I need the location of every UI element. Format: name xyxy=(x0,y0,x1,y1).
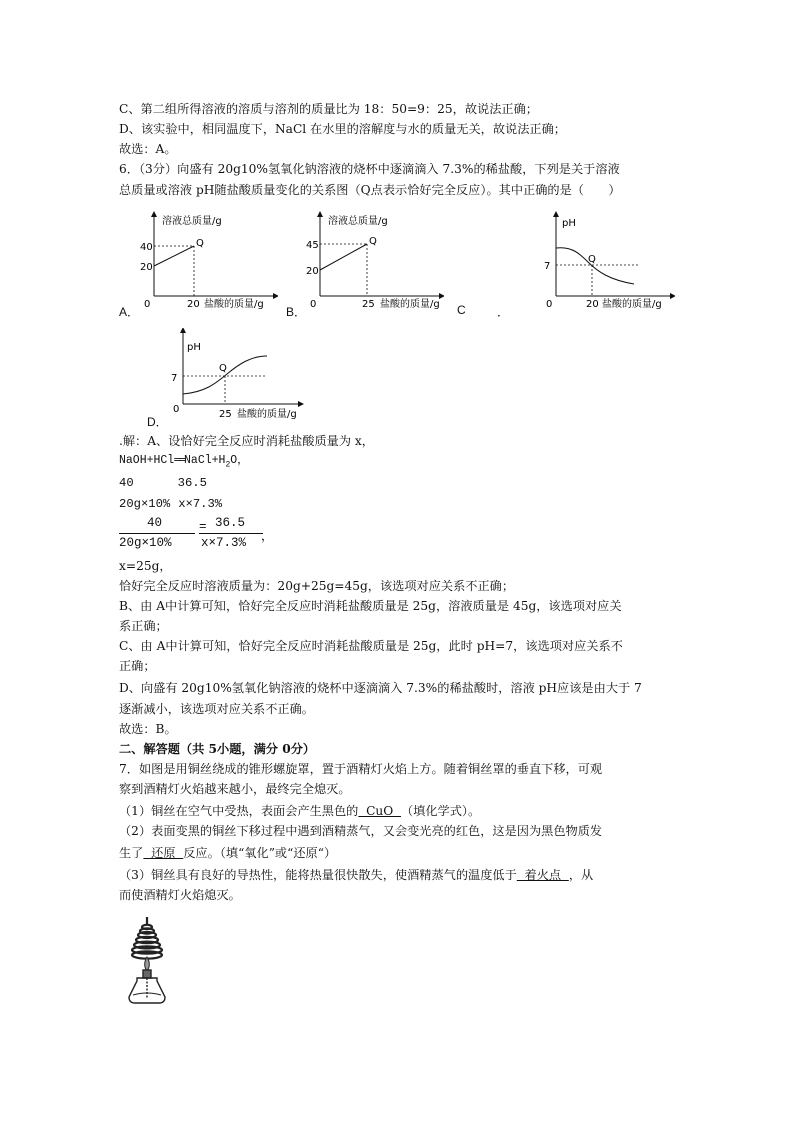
origin-label: 0 xyxy=(144,299,151,310)
question-7-part-2-line-2 xyxy=(119,845,336,861)
origin-label: 0 xyxy=(310,299,317,310)
graph-c xyxy=(530,210,675,310)
molar-masses xyxy=(119,475,207,491)
copper-coil xyxy=(132,917,162,959)
question-6-line-2: 总质量或溶液 pH随盐酸质量变化的关系图（Q点表示恰好完全反应）。其中正确的是（ ） xyxy=(119,183,621,197)
solution-b-line-1: B、由 A中计算可知，恰好完全反应时消耗盐酸质量是 25g，溶液质量是 45g，该选项对应关 xyxy=(119,599,622,613)
point-q: Q xyxy=(588,254,596,265)
x-axis-label: 盐酸的质量/g xyxy=(380,299,440,310)
y-tick-top: 40 xyxy=(140,242,153,253)
option-c-dot: ． xyxy=(497,305,510,319)
part-3-tail: ，从 xyxy=(568,868,594,882)
option-a-label: A． xyxy=(119,305,140,319)
solution-intro: .解：A、设恰好完全反应时消耗盐酸质量为 x， xyxy=(119,434,374,448)
quantity-naoh: 20g×10% xyxy=(119,497,171,511)
part-2-hint: 反应。（填“氧化”或“还原“） xyxy=(183,846,337,860)
solution-d-line-2: 逐渐减小，该选项对应关系不正确。 xyxy=(119,702,314,716)
section-2-title: 二、解答题（共 5小题，满分 0分） xyxy=(119,742,316,756)
part-2-prompt: 生了 xyxy=(119,846,144,860)
line-c-previous: C、第二组所得溶液的溶质与溶剂的质量比为 18：50=9：25，故说法正确； xyxy=(119,102,538,116)
alcohol-lamp-copper-coil-illustration xyxy=(117,915,177,1007)
x-tick: 20 xyxy=(187,299,200,310)
y-tick-start: 20 xyxy=(306,266,319,277)
fraction-comma: ， xyxy=(261,530,274,544)
answer-q6: 故选：B。 xyxy=(119,722,177,736)
x-tick: 25 xyxy=(219,409,232,420)
equation-right: NaCl+H xyxy=(184,454,226,467)
x-tick: 25 xyxy=(362,299,375,310)
point-q: Q xyxy=(196,238,204,249)
molar-mass-hcl: 36.5 xyxy=(177,476,207,490)
y-axis-label: pH xyxy=(562,218,576,229)
part-1-prompt: （1）铜丝在空气中受热，表面会产生黑色的 xyxy=(119,804,359,818)
solution-d-line-1: D、向盛有 20g10%氢氧化钠溶液的烧杯中逐滴滴入 7.3%的稀盐酸时，溶液 pH应该是由大于 7 xyxy=(119,681,642,695)
origin-label: 0 xyxy=(173,404,180,415)
data-line xyxy=(154,246,194,266)
question-7-part-3-line-1 xyxy=(119,867,593,883)
point-q: Q xyxy=(219,363,227,374)
fraction-denominator-2: x×7.3% xyxy=(201,536,247,550)
question-7-part-1 xyxy=(119,803,480,819)
solution-a-conclusion: 恰好完全反应时溶液质量为：20g+25g=45g，该选项对应关系不正确； xyxy=(119,579,515,593)
y-axis-label: 溶液总质量/g xyxy=(162,216,222,227)
quantities xyxy=(119,496,222,512)
fraction-bar-2 xyxy=(199,533,263,534)
equation-end: O， xyxy=(230,454,249,467)
fraction-denominator-1: 20g×10% xyxy=(119,536,172,550)
y-tick: 7 xyxy=(171,373,178,384)
fraction-bar-1 xyxy=(119,533,195,534)
option-c-label: C xyxy=(457,303,466,317)
part-1-answer: CuO xyxy=(358,804,401,818)
part-2-answer: 还原 xyxy=(143,846,184,860)
graph-b xyxy=(304,210,444,310)
x-axis-label: 盐酸的质量/g xyxy=(237,409,297,420)
equation-left: NaOH+HCl xyxy=(119,454,175,467)
y-tick-top: 45 xyxy=(306,240,319,251)
part-3-answer: 着火点 xyxy=(516,868,569,882)
solution-b-line-2: 系正确； xyxy=(119,619,168,633)
answer-previous: 故选：A。 xyxy=(119,142,177,156)
y-tick-start: 20 xyxy=(140,262,153,273)
fraction-numerator-1: 40 xyxy=(147,516,163,530)
question-7-line-1: 7．如图是用铜丝绕成的锥形螺旋罩，置于酒精灯火焰上方。随着铜丝罩的垂直下移，可观 xyxy=(119,762,603,776)
option-d-label: D． xyxy=(147,415,168,429)
y-tick: 7 xyxy=(544,261,551,272)
molar-mass-naoh: 40 xyxy=(119,476,134,490)
x-axis-label: 盐酸的质量/g xyxy=(602,299,662,310)
y-axis-label: 溶液总质量/g xyxy=(328,216,388,227)
option-b-label: B． xyxy=(286,305,307,319)
question-7-part-2-line-1: （2）表面变黑的铜丝下移过程中遇到酒精蒸气，又会变光亮的红色，这是因为黑色物质发 xyxy=(119,824,603,838)
flame xyxy=(145,957,150,971)
lamp-body xyxy=(129,970,165,1003)
question-7-part-3-line-2: 而使酒精灯火焰熄灭。 xyxy=(119,888,241,902)
question-6-line-1: 6．（3分）向盛有 20g10%氢氧化钠溶液的烧杯中逐滴滴入 7.3%的稀盐酸，下列是关于溶液 xyxy=(119,162,620,176)
part-3-prompt: （3）铜丝具有良好的导热性，能将热量很快散失，使酒精蒸气的温度低于 xyxy=(119,868,517,882)
solution-c-line-2: 正确； xyxy=(119,659,156,673)
origin-label: 0 xyxy=(546,299,553,310)
quantity-hcl: x×7.3% xyxy=(178,497,223,511)
x-result: x=25g， xyxy=(119,559,172,573)
solution-c-line-1: C、由 A中计算可知，恰好完全反应时消耗盐酸质量是 25g，此时 pH=7，该选项对应关系不 xyxy=(119,639,623,653)
part-1-hint: （填化学式）。 xyxy=(401,804,481,818)
equation: $NaOH+HCl══NaCl+H_2O$， xyxy=(119,454,249,470)
equation-subscript: 2 xyxy=(225,460,231,470)
fraction-numerator-2: 36.5 xyxy=(215,516,246,530)
graph-a xyxy=(138,210,278,310)
x-axis-label: 盐酸的质量/g xyxy=(204,299,264,310)
graph-d xyxy=(165,328,315,424)
fraction-equals: = xyxy=(199,520,207,534)
data-line xyxy=(320,244,367,270)
x-tick: 20 xyxy=(586,299,599,310)
line-d-previous: D、该实验中，相同温度下，NaCl 在水里的溶解度与水的质量无关，故说法正确； xyxy=(119,122,566,136)
question-7-line-2: 察到酒精灯火焰越来越小，最终完全熄灭。 xyxy=(119,782,351,796)
point-q: Q xyxy=(369,236,377,247)
y-axis-label: pH xyxy=(187,342,201,353)
